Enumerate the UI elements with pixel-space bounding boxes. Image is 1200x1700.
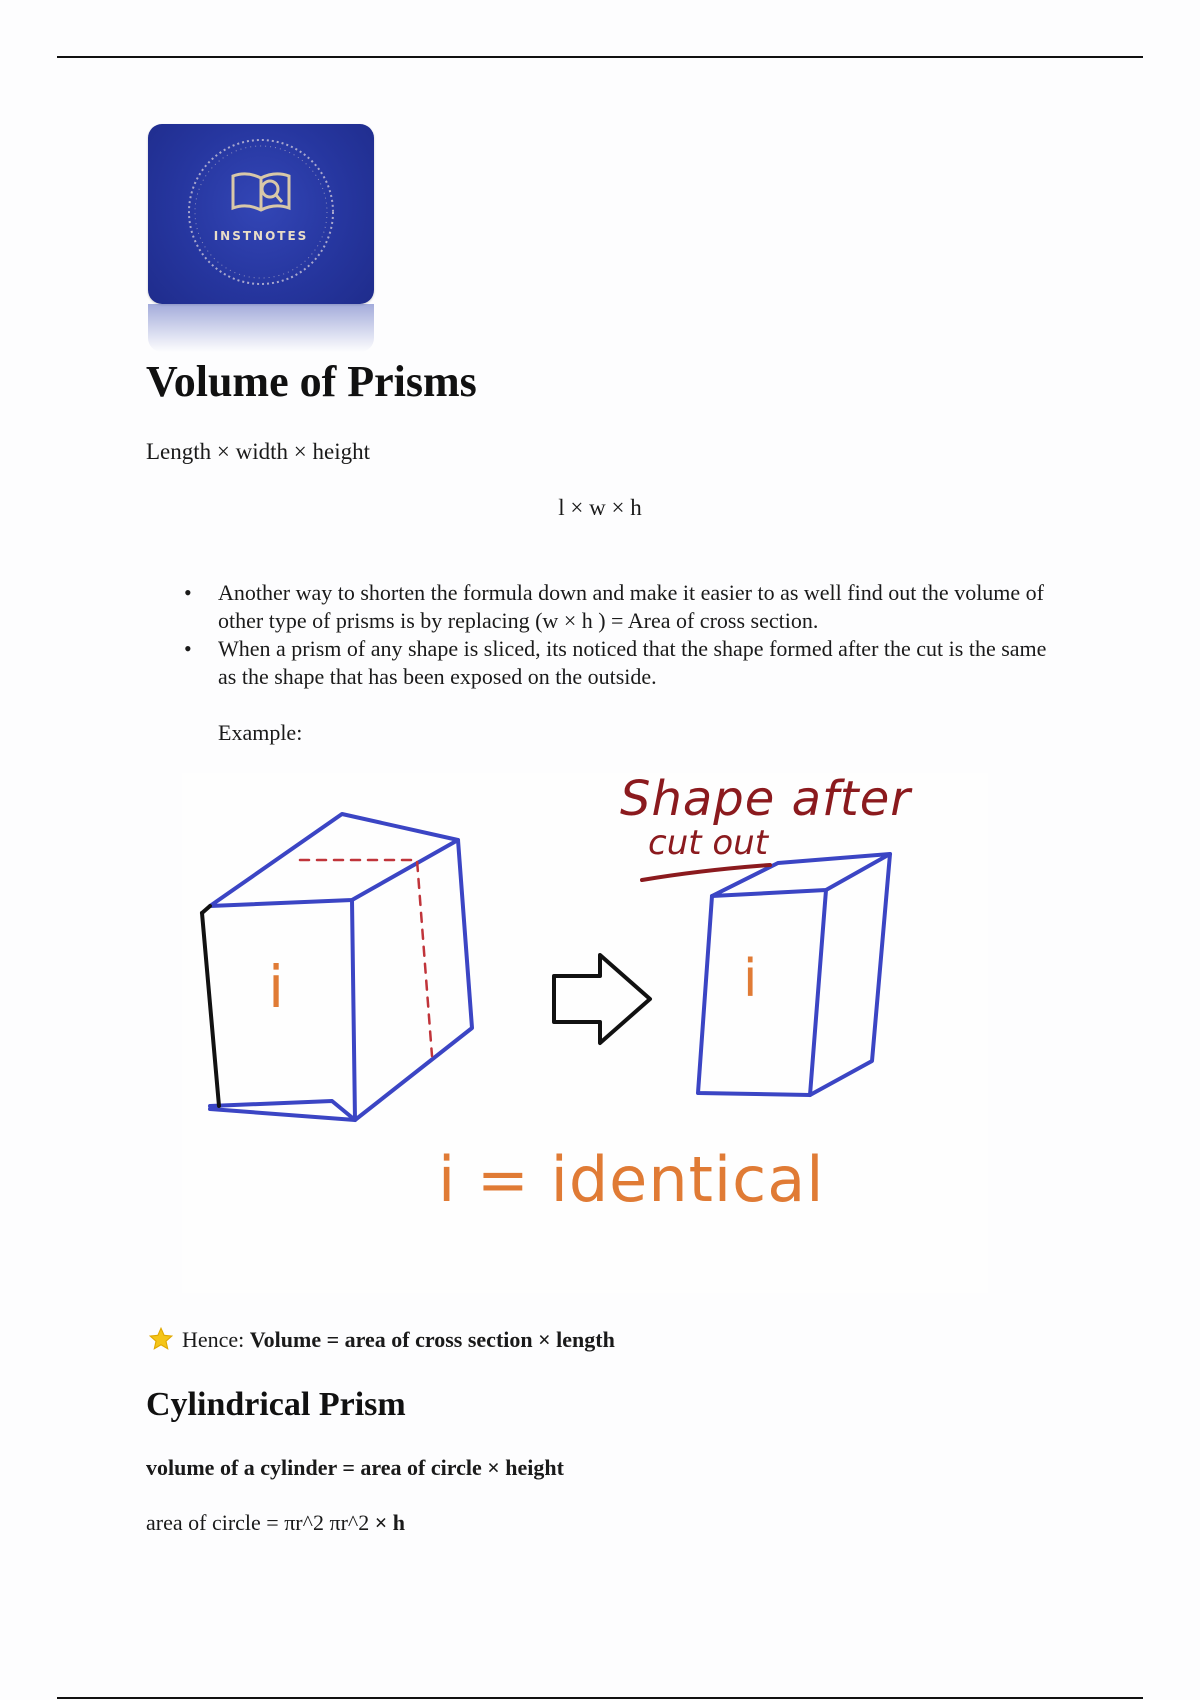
bullet-item: • When a prism of any shape is sliced, its noticed that the shape formed after the cut is the same as the shape that has been exposed on the outside. <box>180 635 1060 691</box>
circle-area-height: × h <box>374 1510 405 1535</box>
page-title: Volume of Prisms <box>146 357 477 406</box>
left-prism-drawing <box>202 814 472 1120</box>
star-icon <box>148 1326 174 1358</box>
right-arrow-icon <box>554 955 650 1043</box>
bullet-item: • Another way to shorten the formula down and make it easier to as well find out the volume of other type of prisms is by replacing (w × h ) = Area of cross section. <box>180 579 1060 635</box>
logo-text: INSTNOTES <box>213 229 309 243</box>
identical-face-label: i <box>743 949 758 1009</box>
bullet-list <box>180 579 1060 691</box>
section-heading-cylinder: Cylindrical Prism <box>146 1386 406 1423</box>
right-prism-drawing <box>698 854 890 1095</box>
hence-formula: Volume = area of cross section × length <box>249 1327 615 1353</box>
logo-reflection <box>148 304 374 352</box>
hence-statement <box>148 1326 615 1358</box>
formula-words: Length × width × height <box>146 439 370 464</box>
instnotes-logo <box>148 124 374 304</box>
header-rule <box>57 56 1143 58</box>
hence-prefix: Hence: <box>182 1327 245 1353</box>
example-label: Example: <box>218 720 303 745</box>
circle-area-text: area of circle = πr^2 πr^2 <box>146 1510 370 1535</box>
book-magnifier-icon <box>233 174 289 210</box>
footer-rule <box>57 1697 1143 1699</box>
identical-face-label: i <box>268 953 285 1021</box>
figure-caption-line2: cut out <box>648 823 769 863</box>
cylinder-volume-formula: volume of a cylinder = area of circle × height <box>146 1455 564 1480</box>
circle-area-formula <box>146 1510 405 1536</box>
prism-slice-figure <box>182 773 988 1293</box>
identical-legend: i = identical <box>438 1143 825 1216</box>
formula-symbols: l × w × h <box>558 495 642 520</box>
figure-caption-line1: Shape after <box>620 771 911 827</box>
